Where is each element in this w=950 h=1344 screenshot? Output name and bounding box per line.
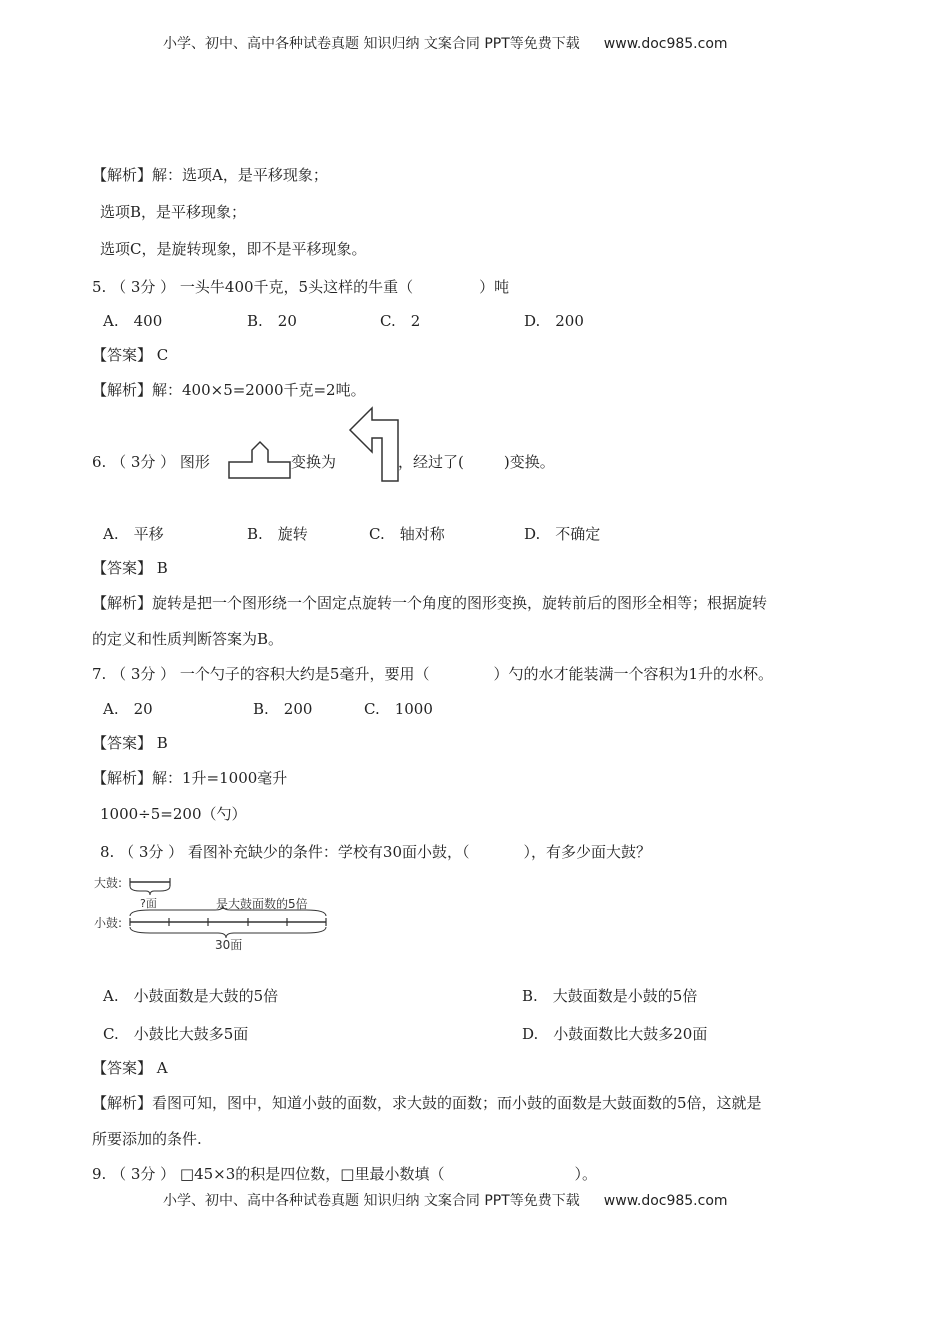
q5-option-c: C. 2 xyxy=(380,312,421,330)
q5-stem xyxy=(92,277,509,297)
q7-stem-a: 7. （ 3分 ） 一个勺子的容积大约是5毫升，要用（ xyxy=(92,665,430,683)
q8-answer: 【答案】 A xyxy=(92,1059,168,1077)
q8-option-b: B. 大鼓面数是小鼓的5倍 xyxy=(522,987,698,1005)
header-url: www.doc985.com xyxy=(603,36,728,52)
q9-stem-a: 9. （ 3分 ） □45×3的积是四位数，□里最小数填（ xyxy=(92,1165,445,1183)
small-drum-label: 小鼓: xyxy=(94,916,123,930)
q8-analysis-line-2: 所要添加的条件. xyxy=(92,1130,202,1148)
q9-stem xyxy=(92,1164,597,1184)
q6-stem-a: 6. （ 3分 ） 图形 xyxy=(92,453,210,471)
prev-analysis-line-2: 选项B，是平移现象； xyxy=(100,203,247,221)
q6-stem-cd xyxy=(398,452,555,472)
q8-option-a: A. 小鼓面数是大鼓的5倍 xyxy=(103,987,279,1005)
q5-option-b: B. 20 xyxy=(247,312,297,330)
q8-option-c: C. 小鼓比大鼓多5面 xyxy=(103,1025,249,1043)
q5-analysis: 【解析】解：400×5=2000千克=2吨。 xyxy=(92,381,366,399)
footer-text: 小学、初中、高中各种试卷真题 知识归纳 文案合同 PPT等免费下载 xyxy=(163,1193,580,1209)
relation-label: 是大鼓面数的5倍 xyxy=(216,897,308,911)
q5-option-d: D. 200 xyxy=(524,312,584,330)
total-label: 30面 xyxy=(215,938,243,952)
big-drum-value: ?面 xyxy=(140,897,157,910)
q8-stem-a: 8. （ 3分 ） 看图补充缺少的条件：学校有30面小鼓，（ xyxy=(100,843,470,861)
q6-analysis-line-1: 【解析】旋转是把一个图形绕一个固定点旋转一个角度的图形变换，旋转前后的图形全相等；根据旋转 xyxy=(92,594,768,612)
q7-option-c: C. 1000 xyxy=(364,700,433,718)
q6-option-a: A. 平移 xyxy=(103,525,164,543)
footer-url: www.doc985.com xyxy=(603,1193,728,1209)
big-drum-label: 大鼓: xyxy=(94,876,123,890)
q5-answer: 【答案】 C xyxy=(92,346,169,364)
q9-stem-b: ）。 xyxy=(574,1165,597,1183)
q6-option-d: D. 不确定 xyxy=(524,525,601,543)
big-drum-brace xyxy=(130,886,170,895)
q8-option-d: D. 小鼓面数比大鼓多20面 xyxy=(522,1025,708,1043)
page-footer xyxy=(163,1190,728,1210)
q7-analysis-line-1: 【解析】解：1升=1000毫升 xyxy=(92,769,288,787)
q8-stem-b: ），有多少面大鼓？ xyxy=(523,843,652,861)
header-text: 小学、初中、高中各种试卷真题 知识归纳 文案合同 PPT等免费下载 xyxy=(163,36,580,52)
q7-stem xyxy=(92,664,773,684)
q8-stem xyxy=(100,842,651,862)
q6-stem-b: 变换为 xyxy=(291,453,337,471)
q7-analysis-line-2: 1000÷5=200（勺） xyxy=(100,805,247,823)
q7-option-a: A. 20 xyxy=(103,700,153,718)
q7-answer: 【答案】 B xyxy=(92,734,168,752)
q5-stem-b: ）吨 xyxy=(479,278,510,296)
q6-option-c: C. 轴对称 xyxy=(369,525,445,543)
q5-stem-a: 5. （ 3分 ） 一头牛400千克，5头这样的牛重（ xyxy=(92,278,414,296)
q6-answer: 【答案】 B xyxy=(92,559,168,577)
step-shape-figure xyxy=(228,440,292,480)
q6-stem-d: )变换。 xyxy=(503,453,555,471)
prev-analysis-line-3: 选项C，是旋转现象，即不是平移现象。 xyxy=(100,240,367,258)
rotated-shape-figure xyxy=(348,406,402,484)
page-header xyxy=(163,33,728,53)
drum-diagram xyxy=(90,870,330,952)
q6-analysis-line-2: 的定义和性质判断答案为B。 xyxy=(92,630,284,648)
q6-stem-c: ，经过了( xyxy=(398,453,464,471)
q7-option-b: B. 200 xyxy=(253,700,313,718)
prev-analysis-line-1: 【解析】解：选项A，是平移现象； xyxy=(92,166,328,184)
q5-option-a: A. 400 xyxy=(103,312,163,330)
q8-analysis-line-1: 【解析】看图可知，图中，知道小鼓的面数，求大鼓的面数；而小鼓的面数是大鼓面数的5倍，这就是 xyxy=(92,1094,762,1112)
q6-option-b: B. 旋转 xyxy=(247,525,308,543)
q7-stem-b: ）勺的水才能装满一个容积为1升的水杯。 xyxy=(493,665,774,683)
total-brace xyxy=(130,927,326,938)
